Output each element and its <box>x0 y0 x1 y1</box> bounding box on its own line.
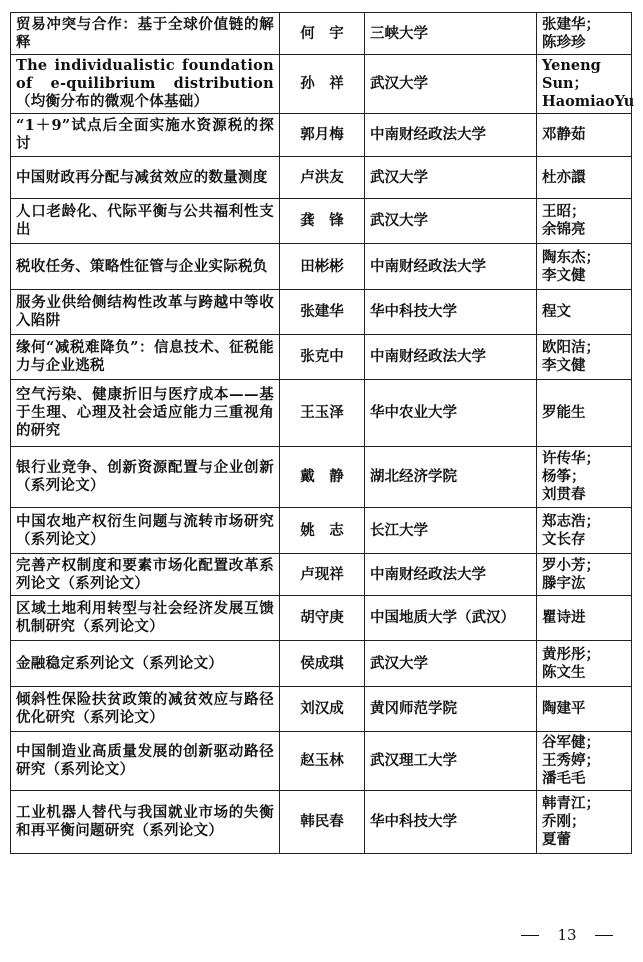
table-row <box>11 55 632 114</box>
left-dash <box>521 935 539 936</box>
awards-table <box>10 12 635 854</box>
recommender-cell: 谷军健； 王秀婷； 潘毛毛 <box>537 732 632 791</box>
author-cell: 韩民春 <box>280 791 365 854</box>
paper-title-cell: 完善产权制度和要素市场化配置改革系列论文（系列论文） <box>11 554 280 596</box>
recommender-cell: 郑志浩； 文长存 <box>537 508 632 554</box>
author-cell: 侯成琪 <box>280 641 365 687</box>
paper-title-cell: 工业机器人替代与我国就业市场的失衡和再平衡问题研究（系列论文） <box>11 791 280 854</box>
paper-title-cell: The individualistic foundation of e-quilibrium distribution（均衡分布的微观个体基础） <box>11 55 280 114</box>
table-row <box>11 380 632 447</box>
paper-title-cell: 中国制造业高质量发展的创新驱动路径研究（系列论文） <box>11 732 280 791</box>
institution-cell: 武汉大学 <box>365 157 537 199</box>
institution-cell: 中南财经政法大学 <box>365 335 537 380</box>
table-row <box>11 596 632 641</box>
table-row <box>11 791 632 854</box>
paper-title-cell: 人口老龄化、代际平衡与公共福利性支出 <box>11 199 280 244</box>
recommender-cell: 陶东杰； 李文健 <box>537 244 632 290</box>
author-cell: 胡守庚 <box>280 596 365 641</box>
author-cell: 赵玉林 <box>280 732 365 791</box>
author-cell: 郭月梅 <box>280 114 365 157</box>
table-row <box>11 114 632 157</box>
recommender-cell: 黄彤彤； 陈文生 <box>537 641 632 687</box>
institution-cell: 中南财经政法大学 <box>365 114 537 157</box>
institution-cell: 武汉大学 <box>365 199 537 244</box>
recommender-cell: 欧阳洁； 李文健 <box>537 335 632 380</box>
paper-title-cell: “1＋9”试点后全面实施水资源税的探讨 <box>11 114 280 157</box>
author-cell: 孙 祥 <box>280 55 365 114</box>
institution-cell: 华中农业大学 <box>365 380 537 447</box>
author-cell: 张建华 <box>280 290 365 335</box>
author-cell: 何 宇 <box>280 13 365 55</box>
author-cell: 卢洪友 <box>280 157 365 199</box>
institution-cell: 三峡大学 <box>365 13 537 55</box>
paper-title-cell: 区域土地利用转型与社会经济发展互馈机制研究（系列论文） <box>11 596 280 641</box>
right-dash <box>595 935 613 936</box>
table-row <box>11 335 632 380</box>
author-cell: 戴 静 <box>280 447 365 508</box>
institution-cell: 中国地质大学（武汉） <box>365 596 537 641</box>
institution-cell: 华中科技大学 <box>365 290 537 335</box>
paper-title-cell: 贸易冲突与合作：基于全球价值链的解释 <box>11 13 280 55</box>
paper-title-cell: 服务业供给侧结构性改革与跨越中等收入陷阱 <box>11 290 280 335</box>
table-row <box>11 290 632 335</box>
institution-cell: 中南财经政法大学 <box>365 244 537 290</box>
recommender-cell: 许传华； 杨筝； 刘贯春 <box>537 447 632 508</box>
table-body <box>11 13 635 854</box>
institution-cell: 湖北经济学院 <box>365 447 537 508</box>
paper-title-cell: 税收任务、策略性征管与企业实际税负 <box>11 244 280 290</box>
author-cell: 卢现祥 <box>280 554 365 596</box>
page-footer <box>521 925 613 945</box>
author-cell: 张克中 <box>280 335 365 380</box>
institution-cell: 武汉大学 <box>365 55 537 114</box>
author-cell: 田彬彬 <box>280 244 365 290</box>
paper-title-cell: 银行业竞争、创新资源配置与企业创新（系列论文） <box>11 447 280 508</box>
table-row <box>11 687 632 732</box>
recommender-cell: 罗能生 <box>537 380 632 447</box>
table-row <box>11 447 632 508</box>
recommender-cell: 邓静茹 <box>537 114 632 157</box>
recommender-cell: 张建华； 陈珍珍 <box>537 13 632 55</box>
recommender-cell: 韩青江； 乔刚； 夏蕾 <box>537 791 632 854</box>
institution-cell: 黄冈师范学院 <box>365 687 537 732</box>
author-cell: 姚 志 <box>280 508 365 554</box>
institution-cell: 华中科技大学 <box>365 791 537 854</box>
paper-title-cell: 缘何“减税难降负”：信息技术、征税能力与企业逃税 <box>11 335 280 380</box>
page-number: 13 <box>557 926 577 944</box>
recommender-cell: 程文 <box>537 290 632 335</box>
author-cell: 龚 锋 <box>280 199 365 244</box>
recommender-cell: 瞿诗进 <box>537 596 632 641</box>
institution-cell: 武汉理工大学 <box>365 732 537 791</box>
table-row <box>11 199 632 244</box>
recommender-cell: 罗小芳； 滕宇汯 <box>537 554 632 596</box>
recommender-cell: 陶建平 <box>537 687 632 732</box>
recommender-cell: 王昭； 余锦亮 <box>537 199 632 244</box>
author-cell: 王玉泽 <box>280 380 365 447</box>
table-row <box>11 641 632 687</box>
paper-title-cell: 倾斜性保险扶贫政策的减贫效应与路径优化研究（系列论文） <box>11 687 280 732</box>
table-row <box>11 554 632 596</box>
paper-title-cell: 空气污染、健康折旧与医疗成本——基于生理、心理及社会适应能力三重视角的研究 <box>11 380 280 447</box>
paper-title-cell: 中国财政再分配与减贫效应的数量测度 <box>11 157 280 199</box>
paper-title-cell: 中国农地产权衍生问题与流转市场研究（系列论文） <box>11 508 280 554</box>
institution-cell: 长江大学 <box>365 508 537 554</box>
paper-title-cell: 金融稳定系列论文（系列论文） <box>11 641 280 687</box>
institution-cell: 武汉大学 <box>365 641 537 687</box>
table-row <box>11 244 632 290</box>
recommender-cell: 杜亦譞 <box>537 157 632 199</box>
table-row <box>11 732 632 791</box>
table-row <box>11 13 632 55</box>
table-row <box>11 157 632 199</box>
recommender-cell: Yeneng Sun； HaomiaoYu <box>537 55 632 114</box>
author-cell: 刘汉成 <box>280 687 365 732</box>
table-row <box>11 508 632 554</box>
institution-cell: 中南财经政法大学 <box>365 554 537 596</box>
